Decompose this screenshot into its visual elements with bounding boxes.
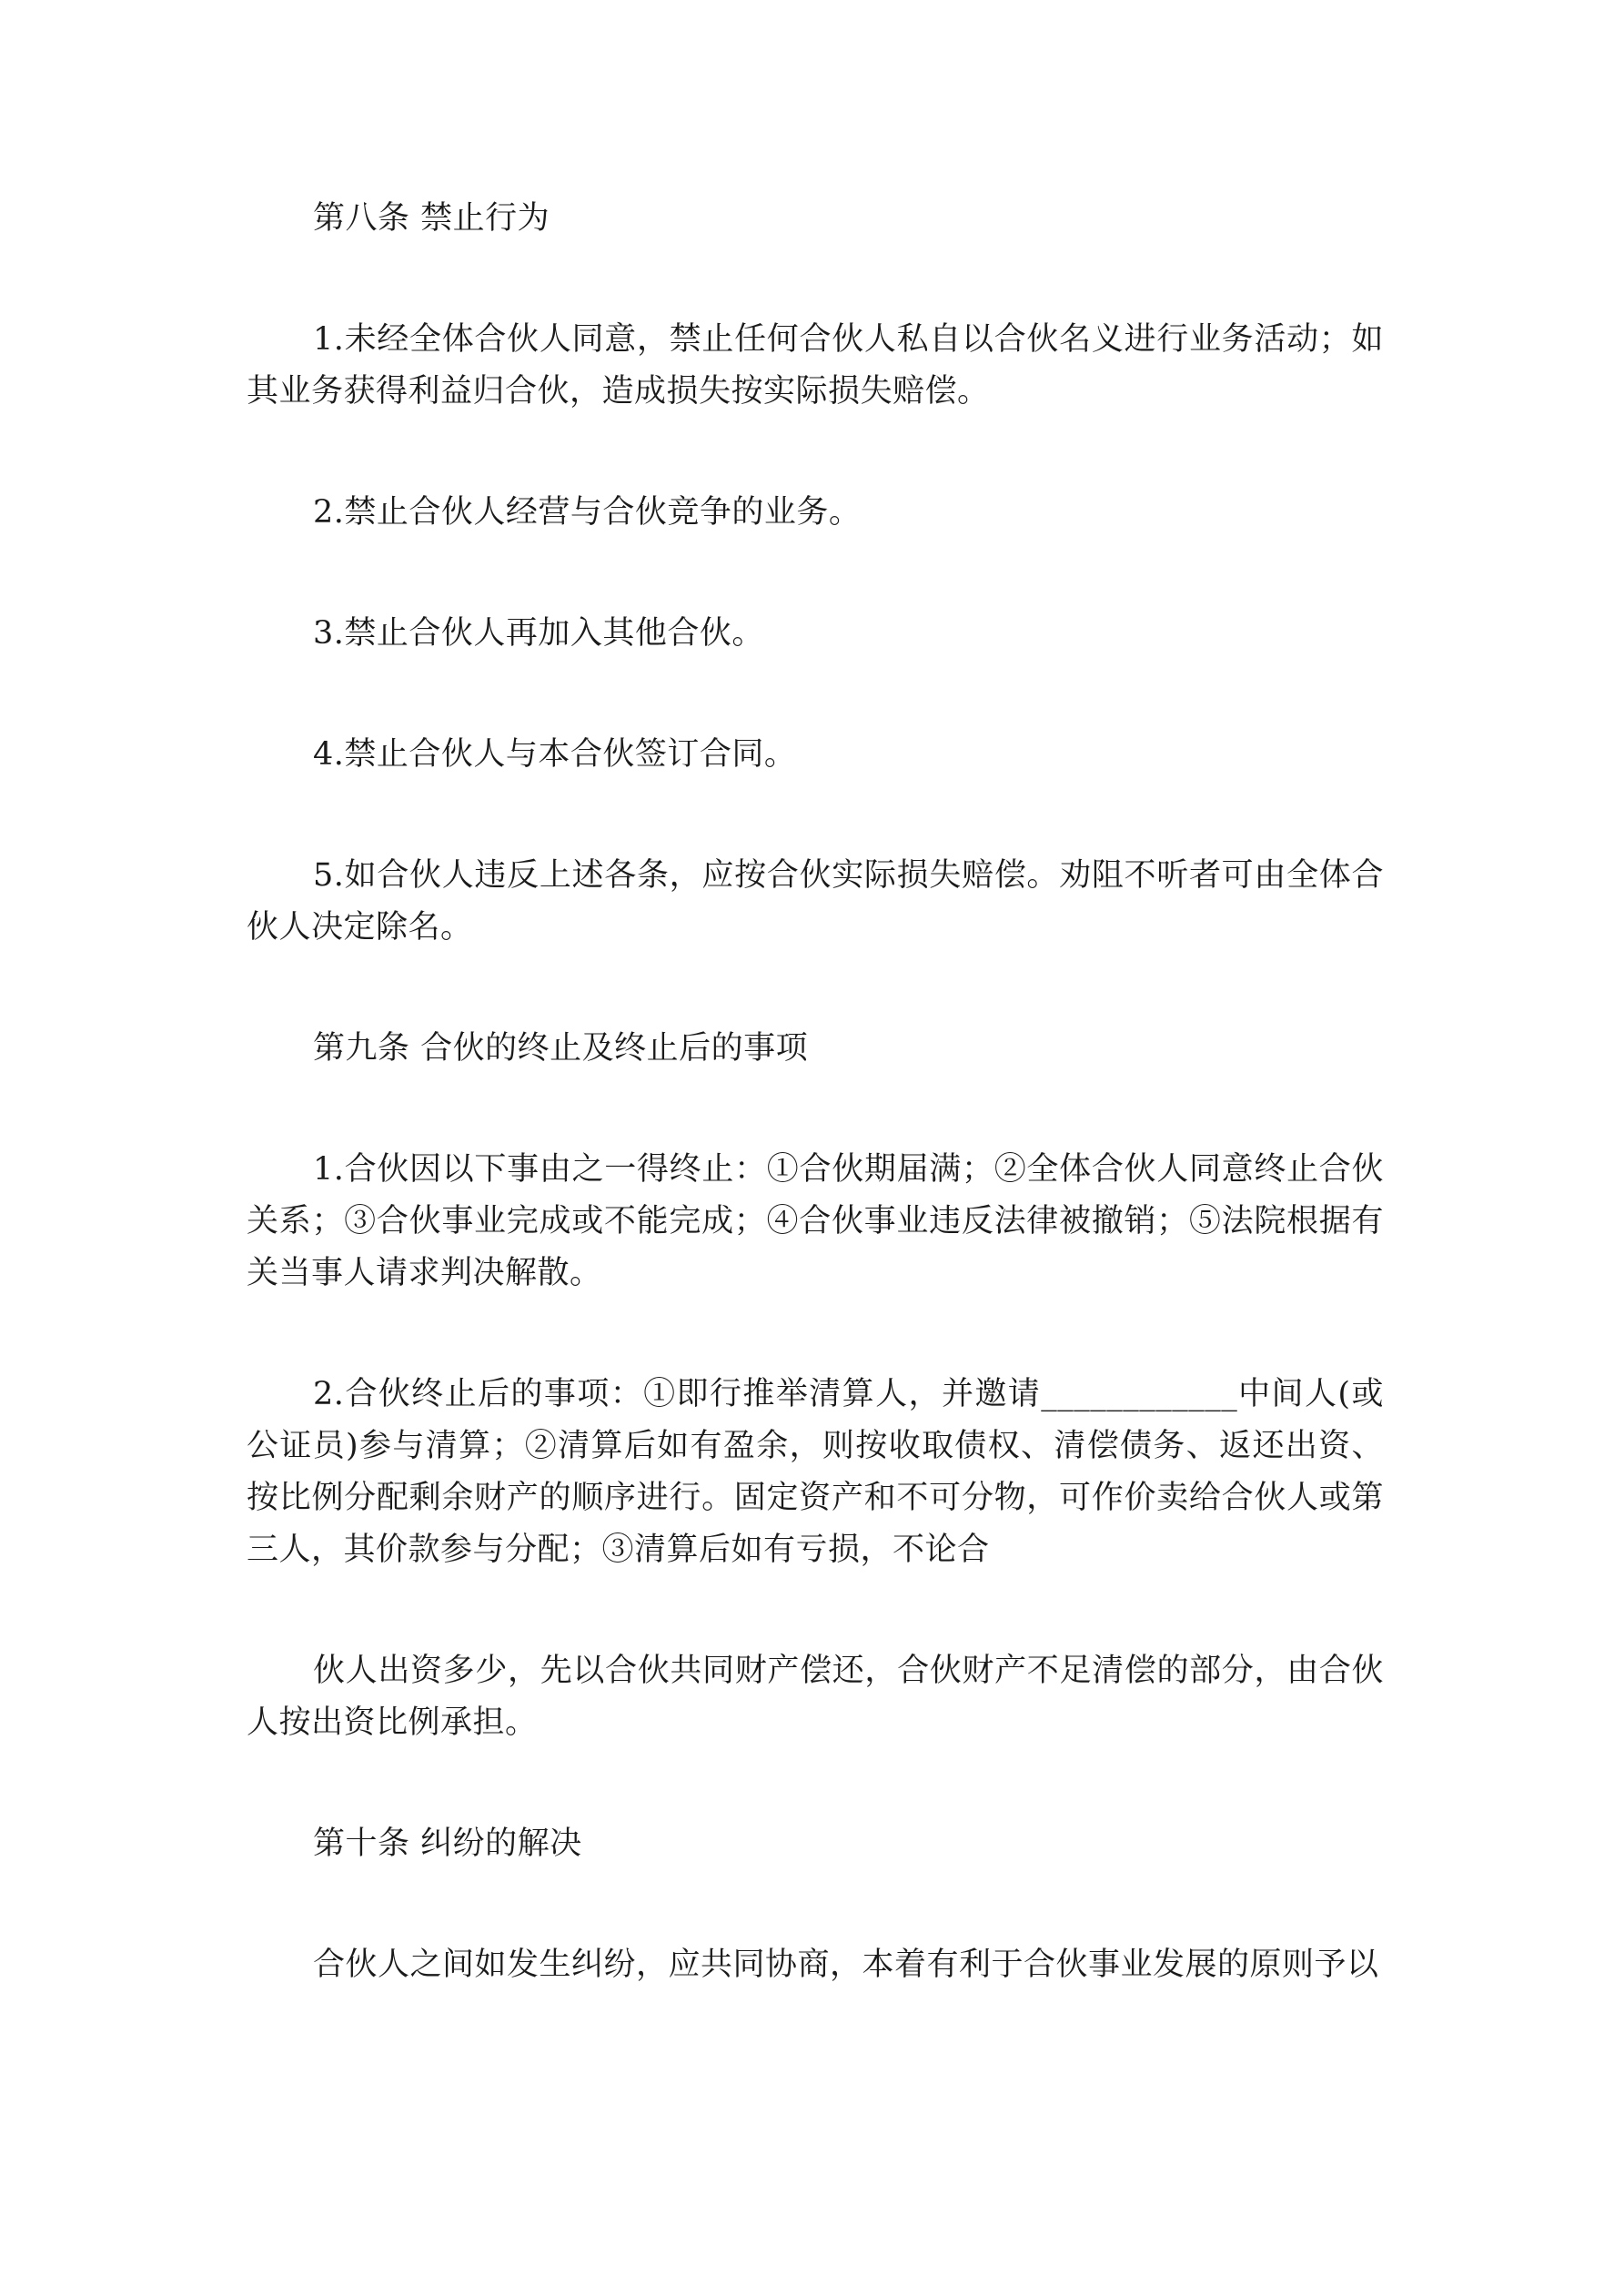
article-8-heading: 第八条 禁止行为 <box>313 200 550 237</box>
article-8-item-4: 4.禁止合伙人与本合伙签订合同。 <box>313 736 797 773</box>
article-8-item-5: 5.如合伙人违反上述各条，应按合伙实际损失赔偿。劝阻不听者可由全体合伙人决定除名。 <box>247 857 1384 946</box>
article-9-item-1: 1.合伙因以下事由之一得终止：①合伙期届满；②全体合伙人同意终止合伙关系；③合伙事业完成或不能完成；④合伙事业违反法律被撤销；⑤法院根据有关当事人请求判决解散。 <box>247 1151 1384 1291</box>
article-9-heading: 第九条 合伙的终止及终止后的事项 <box>313 1030 809 1067</box>
article-8-item-3: 3.禁止合伙人再加入其他合伙。 <box>313 615 764 652</box>
article-9-item-2: 2.合伙终止后的事项：①即行推举清算人，并邀请____________中间人(或公证员)参与清算；②清算后如有盈余，则按收取债权、清偿债务、返还出资、按比例分配剩余财产的顺序进行。固定资产和不可分物，可作价卖给合伙人或第三人，其价款参与分配；③清算后如有亏损，不论合 <box>247 1376 1384 1568</box>
article-9-item-2-continued: 伙人出资多少，先以合伙共同财产偿还，合伙财产不足清偿的部分，由合伙人按出资比例承担。 <box>247 1653 1384 1741</box>
article-8-item-2: 2.禁止合伙人经营与合伙竞争的业务。 <box>313 494 862 531</box>
article-10-text: 合伙人之间如发生纠纷，应共同协商，本着有利于合伙事业发展的原则予以 <box>313 1947 1379 1983</box>
article-8-item-1: 1.未经全体合伙人同意，禁止任何合伙人私自以合伙名义进行业务活动；如其业务获得利益归合伙，造成损失按实际损失赔偿。 <box>247 321 1384 410</box>
document-body <box>247 193 1384 2060</box>
article-10-heading: 第十条 纠纷的解决 <box>313 1826 582 1862</box>
